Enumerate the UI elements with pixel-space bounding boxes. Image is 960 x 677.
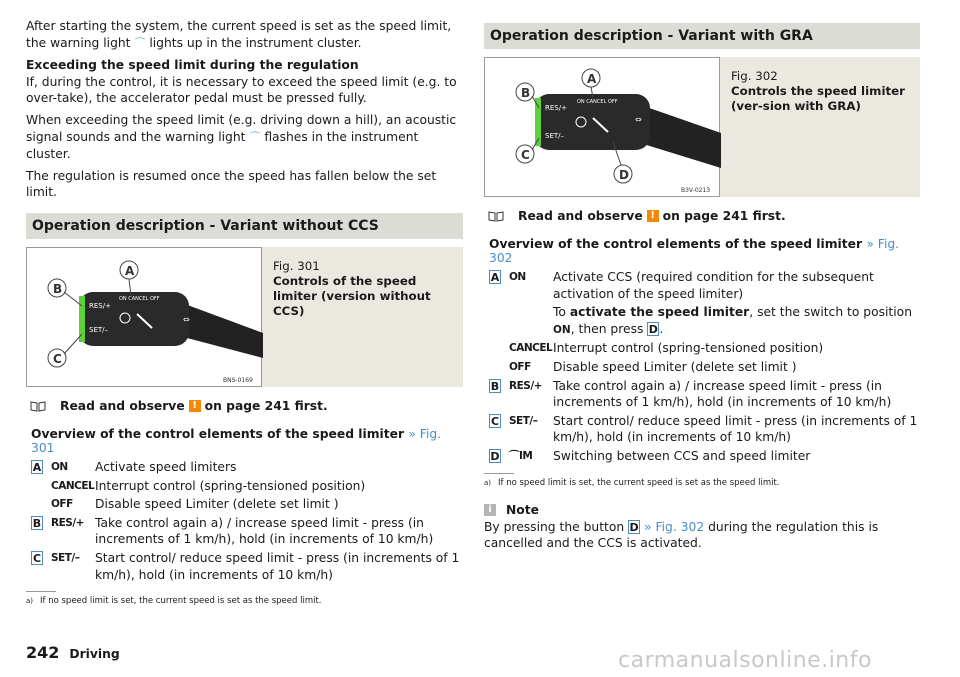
list-item: C SET/– Start control/ reduce speed limit - press (in increments of 1 km/h), hold (in increments of 10 km/h): [32, 550, 460, 582]
svg-text:B: B: [521, 86, 531, 100]
label-d: D: [648, 322, 658, 336]
res-plus-symbol-icon: RES/+: [51, 516, 84, 529]
svg-text:B: B: [53, 281, 63, 296]
overview-title: Overview of the control elements of the speed limiter » Fig. 302: [489, 237, 900, 265]
intro-paragraph: After starting the system, the current speed is set as the speed limit, the warning light ⌒ lights up in the instrument cluster.: [26, 19, 452, 50]
list-item: A ON Activate speed limiters: [32, 459, 237, 474]
footnote-divider: [26, 591, 56, 592]
label-c: C: [490, 414, 500, 428]
footnote-divider: [484, 473, 514, 474]
stalk-illustration-icon: [485, 58, 721, 198]
book-icon: [488, 210, 504, 222]
cancel-symbol-icon: CANCEL: [509, 342, 553, 355]
svg-text:SET/–: SET/–: [545, 132, 565, 140]
speed-warning-icon: ⌒: [249, 130, 261, 144]
resume-text: The regulation is resumed once the speed has fallen below the set limit.: [26, 168, 437, 200]
figure-302-image: [484, 57, 720, 197]
label-b: B: [490, 379, 500, 393]
stalk-illustration-icon: [27, 248, 263, 388]
list-item: A ON Activate CCS (required condition for the subsequent activation of the speed limiter) To activate the speed limiter, set the switch to position ON, then press D.: [489, 269, 920, 338]
svg-text:BNS-0169: BNS-0169: [223, 376, 253, 384]
info-icon: i: [484, 504, 496, 516]
fig-302-link[interactable]: » Fig. 302: [644, 519, 705, 534]
figure-301-caption: Fig. 301 Controls of the speed limiter (version without CCS): [273, 258, 431, 318]
figure-302: [484, 57, 920, 197]
exceed-text: If, during the control, it is necessary to exceed the speed limit (e.g. to over-take), the accelerator pedal must be pressed fully.: [26, 74, 457, 106]
svg-text:A: A: [125, 263, 135, 278]
svg-text:⇔: ⇔: [635, 115, 642, 124]
chapter-title: Driving: [69, 647, 120, 661]
section-title-with-gra: Operation description - Variant with GRA: [484, 23, 920, 49]
svg-text:A: A: [587, 72, 597, 86]
label-b: B: [32, 516, 42, 530]
warning-icon: !: [647, 210, 659, 222]
svg-text:RES/+: RES/+: [89, 301, 111, 310]
fig-301-link[interactable]: » Fig. 301: [31, 426, 442, 455]
figure-302-caption: Fig. 302 Controls the speed limiter (ver-sion with GRA): [731, 69, 905, 113]
svg-text:B3V-0213: B3V-0213: [681, 187, 711, 194]
exceed-heading: Exceeding the speed limit during the regulation: [26, 58, 359, 73]
ccs-limiter-switch-icon: ⌒IM: [509, 449, 533, 462]
svg-text:RES/+: RES/+: [545, 104, 567, 112]
right-column: [484, 18, 920, 552]
on-symbol-icon: ON: [553, 323, 571, 336]
read-and-observe-line: Read and observe ! on page 241 first.: [488, 209, 920, 223]
controls-list: [31, 459, 463, 583]
page-number: 242: [26, 643, 60, 662]
svg-text:C: C: [521, 148, 530, 162]
list-item: CANCEL Interrupt control (spring-tensioned position): [489, 340, 920, 357]
label-a: A: [490, 271, 500, 284]
page-footer: [26, 643, 120, 662]
svg-text:⇔: ⇔: [183, 314, 190, 324]
set-minus-symbol-icon: SET/–: [509, 414, 538, 427]
svg-text:D: D: [619, 168, 629, 182]
res-plus-symbol-icon: RES/+: [509, 379, 542, 392]
svg-text:SET/–: SET/–: [89, 325, 109, 334]
list-item: OFF Disable speed Limiter (delete set limit ): [489, 359, 920, 376]
footnote: a) If no speed limit is set, the current speed is set as the speed limit.: [484, 477, 780, 488]
footnote: a) If no speed limit is set, the current speed is set as the speed limit.: [26, 596, 322, 607]
section-title-without-ccs: Operation description - Variant without CCS: [26, 213, 463, 239]
list-item: D ⌒IM Switching between CCS and speed limiter: [490, 448, 811, 463]
off-symbol-icon: OFF: [51, 498, 73, 511]
overview-title: Overview of the control elements of the speed limiter » Fig. 301: [31, 426, 442, 455]
svg-text:C: C: [53, 351, 62, 366]
list-item: B RES/+ Take control again a) / increase speed limit - press (in increments of 1 km/h), hold (in increments of 10 km/h): [490, 378, 892, 410]
note-heading: i Note: [484, 503, 920, 517]
figure-301-image: [26, 247, 262, 387]
list-item: OFF Disable speed Limiter (delete set limit ): [31, 496, 463, 513]
book-icon: [30, 400, 46, 412]
left-column: [26, 18, 463, 607]
label-a: A: [32, 460, 42, 474]
fig-302-link[interactable]: » Fig. 302: [489, 237, 900, 265]
off-symbol-icon: OFF: [509, 360, 531, 373]
exceeding-paragraph: When exceeding the speed limit (e.g. driving down a hill), an acoustic signal sounds and the warning light ⌒ flashes in the instrument cluster.: [26, 112, 457, 162]
warning-icon: !: [189, 400, 201, 412]
svg-text:ON CANCEL OFF: ON CANCEL OFF: [119, 295, 160, 302]
list-item: C SET/– Start control/ reduce speed limit - press (in increments of 1 km/h), hold (in increments of 10 km/h): [490, 413, 918, 445]
set-minus-symbol-icon: SET/–: [51, 551, 80, 564]
label-d: D: [490, 449, 500, 463]
figure-301: [26, 247, 463, 387]
list-item: CANCEL Interrupt control (spring-tensioned position): [31, 478, 463, 495]
controls-list: [489, 269, 920, 465]
svg-text:ON CANCEL OFF: ON CANCEL OFF: [577, 99, 618, 105]
on-symbol-icon: ON: [51, 460, 68, 473]
list-item: B RES/+ Take control again a) / increase speed limit - press (in increments of 1 km/h), hold (in increments of 10 km/h): [32, 515, 434, 547]
cancel-symbol-icon: CANCEL: [51, 479, 95, 492]
label-d: D: [629, 520, 639, 534]
note-text: By pressing the button D » Fig. 302 during the regulation this is cancelled and the CCS is activated.: [484, 519, 879, 551]
label-c: C: [32, 551, 42, 565]
speed-warning-icon: ⌒: [134, 36, 146, 50]
read-and-observe-line: Read and observe ! on page 241 first.: [30, 399, 463, 413]
on-symbol-icon: ON: [509, 271, 526, 283]
watermark: carmanualsonline.info: [618, 648, 872, 673]
